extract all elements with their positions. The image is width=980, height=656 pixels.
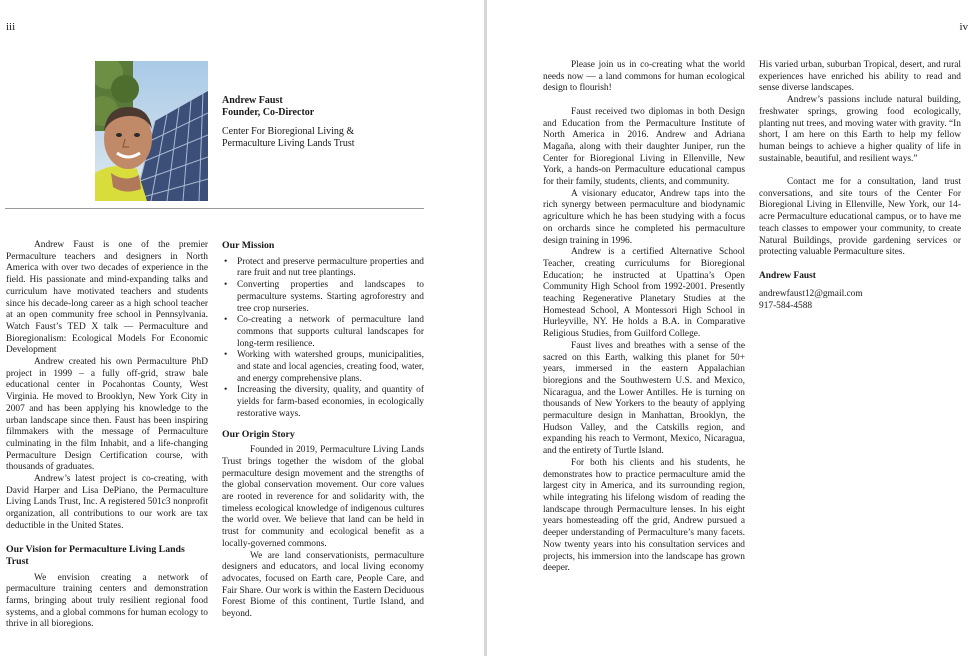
contact-block: [759, 271, 961, 313]
mission-item: • Increasing the diversity, quality, and quantity of yields for farm-based economies, in ecologically restorative ways.: [224, 385, 424, 419]
page-number: iii: [6, 21, 16, 33]
right-column-1: [543, 60, 745, 575]
contact-email[interactable]: andrewfaust12@gmail.com: [759, 289, 863, 300]
intro-paragraph: Andrew’s latest project is co-creating, with David Harper and Lisa DePiano, the Permaculture Living Lands Trust, Inc. A registered 501c3 nonprofit organization, all contributions to our work are tax deductible in the United States.: [6, 474, 208, 531]
origin-paragraph: We are land conservationists, permaculture designers and educators, and local living economy advocates, focused on Earth care, People Care, and Fair Share. Our work is within the Eastern Deciduous Forest Biome of this continent, Turtle Island, and beyond.: [222, 550, 424, 620]
vision-paragraph: We envision creating a network of permaculture training centers and demonstration farms, bringing about truly resilient regional food systems, and a global commons for human ecology to thrive in all bioregions.: [6, 572, 208, 630]
author-name: Andrew Faust: [222, 95, 283, 106]
mission-item: • Protect and preserve permaculture properties and rare fruit and nut tree plantings.: [224, 256, 424, 279]
bio-paragraph: For both his clients and his students, he demonstrates how to practice permaculture amid the largest city in America, and its surrounding region, while integrating his lifelong wisdom of reading the landscape through Permaculture lenses. In his eight years homesteading off the grid, Andrew pursued a deeper understanding of Permaculture’s many facets. Now twenty years into his consultation services and projects, his immersion into the landscape has grown deeper.: [543, 457, 745, 574]
author-org-line-1: Center For Bioregional Living &: [222, 126, 355, 137]
origin-paragraph: Founded in 2019, Permaculture Living Lands Trust brings together the wisdom of the global permaculture design movement and the strengths of the global conservation movement. Our core values are rooted in reverence for and solidarity with, the timeless ecological knowledge of indigenous cultures the world over. We believe that land can be held in trust for community and ecological benefit as a locally-governed commons.: [222, 445, 424, 549]
bio-paragraph: A visionary educator, Andrew taps into the rich synergy between permaculture and biodynamic agriculture which he has been studying with a focus on orchards since he completed his permaculture design training in 1996.: [543, 188, 745, 246]
bullet-icon: •: [224, 385, 228, 396]
bio-paragraph: Andrew’s passions include natural building, freshwater springs, growing food ecologically, planting nut trees, and moving water with gravity. “In short, I am here on this Earth to help my fellow human beings to achieve a higher quality of life in sustainable, beautiful, and resilient ways.”: [759, 95, 961, 164]
mission-item: • Working with watershed groups, municipalities, and state and local agencies, creating food, water, and energy comprehensive plans.: [224, 350, 424, 384]
bio-paragraph: Andrew is a certified Alternative School Teacher, creating curriculums for Bioregional Education; he instructed at Upattina’s Open Community High School from 1992-2001. Presently teaching Regenerative Planetary Studies at the Homestead School, A Montessori High School in Hurleyville, NY. He holds a B.A. in Comparative Religious Studies, from Guilford College.: [543, 247, 745, 340]
right-column-2: [759, 60, 961, 313]
author-org-line-2: Permaculture Living Lands Trust: [222, 138, 355, 149]
left-page: [0, 0, 484, 656]
bullet-icon: •: [224, 256, 228, 267]
bio-paragraph: Faust lives and breathes with a sense of the sacred on this Earth, walking this planet for 50+ years, immersed in the eastern Appalachian bioregions and the Southwestern U.S. and Mexico, Nicaragua, and the Lower Antilles. He is turning on thousands of New Yorkers to the beauty of applying permaculture design in Manhattan, Brooklyn, the Hudson Valley, and the Catskills region, and expanding his reach to Vermont, Mexico, Nicaragua, and the entirety of Turtle Island.: [543, 340, 745, 457]
origin-heading: Our Origin Story: [222, 428, 295, 440]
bullet-icon: •: [224, 280, 228, 291]
section-divider: [5, 208, 424, 209]
intro-paragraph: Andrew Faust is one of the premier Permaculture teachers and designers in North America with over two decades of experience in the field. His passionate and mind-expanding talks and curriculum have motivated teachers and students since his decade-long career as a high school teacher at an open community free school in Pennsylvania. Watch Faust’s TED X talk — Permaculture and Bioregionalism: Ecological Models For Economic Development: [6, 240, 208, 356]
bio-paragraph: Please join us in co-creating what the world needs now — a land commons for human ecological design to flourish!: [543, 60, 745, 94]
bio-paragraph: His varied urban, suburban Tropical, desert, and rural experiences have enriched his ability to read and sense diverse landscapes.: [759, 60, 961, 94]
mission-list: [222, 257, 424, 421]
page-number: iv: [959, 21, 968, 33]
bio-paragraph: Contact me for a consultation, land trust conversations, and site tours of the Center For Bioregional Living in Ellenville, New York, our 14-acre Permaculture educational campus, or to have me teach classes to empower your community, to create Natural Buildings, provide gardening services or protecting valuable Permaculture sites.: [759, 177, 961, 258]
bullet-icon: •: [224, 350, 228, 361]
mission-item: • Co-creating a network of permaculture land commons that supports cultural landscapes for long-term resilience.: [224, 315, 424, 349]
left-column-2: [222, 240, 424, 621]
bio-header: [222, 95, 422, 150]
bullet-icon: •: [224, 315, 228, 326]
portrait-photo: [95, 61, 208, 201]
bio-paragraph: Faust received two diplomas in both Design and Education from the Permaculture Institute of North America in 2016. Andrew and Adriana Magaña, along with their daughter Juniper, run the Center for Bioregional Living in Ellenville, New York, a hands-on Permaculture educational campus for their family, students, clients, and community.: [543, 106, 745, 188]
author-role: Founder, Co-Director: [222, 107, 315, 118]
contact-name: Andrew Faust: [759, 270, 816, 281]
left-column-1: [6, 240, 208, 631]
mission-heading: Our Mission: [222, 240, 275, 251]
vision-heading: Our Vision for Permaculture Living Lands Trust: [6, 544, 185, 567]
mission-item: • Converting properties and landscapes to permaculture systems. Starting agroforestry and tree crop nurseries.: [224, 280, 424, 314]
intro-paragraph: Andrew created his own Permaculture PhD project in 1999 – a fully off-grid, straw bale educational center in Pocahontas County, West Virginia. He moved to Brooklyn, New York City in 2007 and has been applying his knowledge to the urban landscape since then. Faust has been inspiring filmmakers with the message of Permaculture culminating in the film Inhabit, and a life-changing Permaculture Design Certification course, with thousands of graduates.: [6, 357, 208, 473]
contact-phone[interactable]: 917-584-4588: [759, 301, 813, 312]
